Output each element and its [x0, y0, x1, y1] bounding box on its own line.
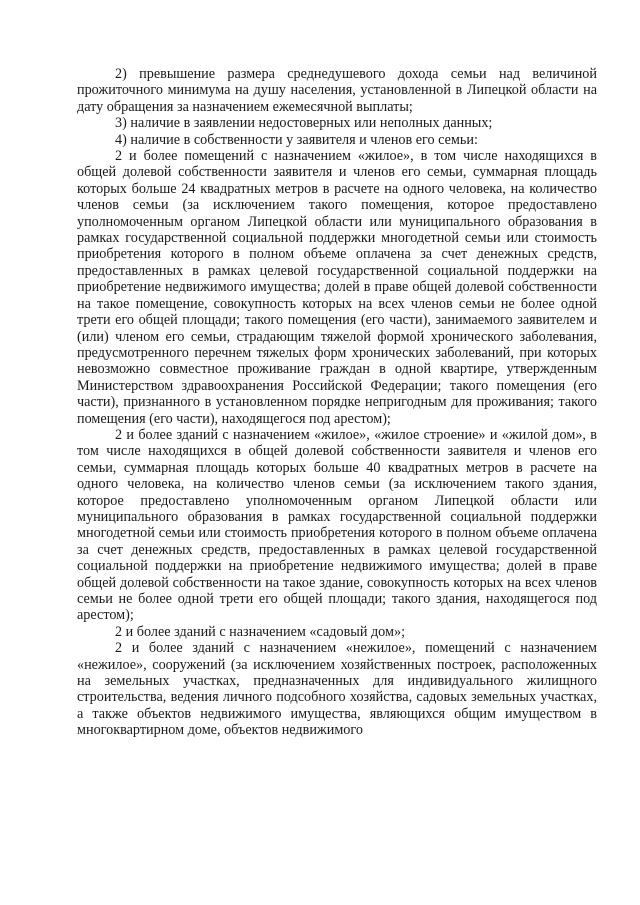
document-page — [77, 66, 597, 739]
paragraph-nonresidential: 2 и более зданий с назначением «нежилое», помещений с назначением «нежилое», сооружений (за исключением хозяйственных построек, расположенных на земельных участках, предназначенных для индивидуального жилищного строительства, ведения личного подсобного хозяйства, садовых земельных участках, а также объектов недвижимого имущества, являющихся общим имуществом в многоквартирном доме, объектов недвижимого — [77, 640, 597, 739]
paragraph-property-ownership: 4) наличие в собственности у заявителя и членов его семьи: — [115, 131, 478, 148]
paragraph-residential-buildings: 2 и более зданий с назначением «жилое», «жилое строение» и «жилой дом», в том числе находящихся в общей долевой собственности заявителя и членов его семьи, суммарная площадь которых больше 40 квадратных метров в расчете на одного человека, на количество членов семьи (за исключением такого здания, которое предоставлено уполномоченным органом Липецкой области или муниципального образования в рамках государственной социальной поддержки многодетной семьи или стоимость приобретения которого в полном объеме оплачена за счет денежных средств, предоставленных в рамках целевой государственной социальной поддержки на приобретение недвижимого имущества; долей в праве общей долевой собственности на такое здание, совокупность которых на всех членов семьи не более одной трети его общей площади; такого здания, находящегося под арестом); — [77, 426, 597, 624]
paragraph-invalid-data: 3) наличие в заявлении недостоверных или неполных данных; — [115, 115, 493, 132]
paragraph-residential-premises: 2 и более помещений с назначением «жилое», в том числе находящихся в общей долевой собственности заявителя и членов его семьи, суммарная площадь которых больше 24 квадратных метров в расчете на одного человека, на количество членов семьи (за исключением такого помещения, которое предоставлено уполномоченным органом Липецкой области или муниципального образования в рамках государственной социальной поддержки многодетной семьи или стоимость приобретения которого в полном объеме оплачена за счет денежных средств, предоставленных в рамках целевой государственной социальной поддержки на приобретение недвижимого имущества; долей в праве общей долевой собственности на такое помещение, совокупность которых на всех членов семьи не более одной трети его общей площади; такого помещения (его части), занимаемого заявителем и (или) членом его семьи, страдающим тяжелой формой хронического заболевания, предусмотренного перечнем тяжелых форм хронических заболеваний, при которых невозможно совместное проживание граждан в одной квартире, утвержденным Министерством здравоохранения Российской Федерации; такого помещения (его части), признанного в установленном порядке непригодным для проживания; такого помещения (его части), находящегося под арестом); — [77, 148, 597, 427]
paragraph-garden-houses: 2 и более зданий с назначением «садовый дом»; — [115, 623, 406, 640]
paragraph-income-excess: 2) превышение размера среднедушевого дохода семьи над величиной прожиточного минимума на душу населения, установленной в Липецкой области на дату обращения за назначением ежемесячной выплаты; — [77, 66, 597, 115]
